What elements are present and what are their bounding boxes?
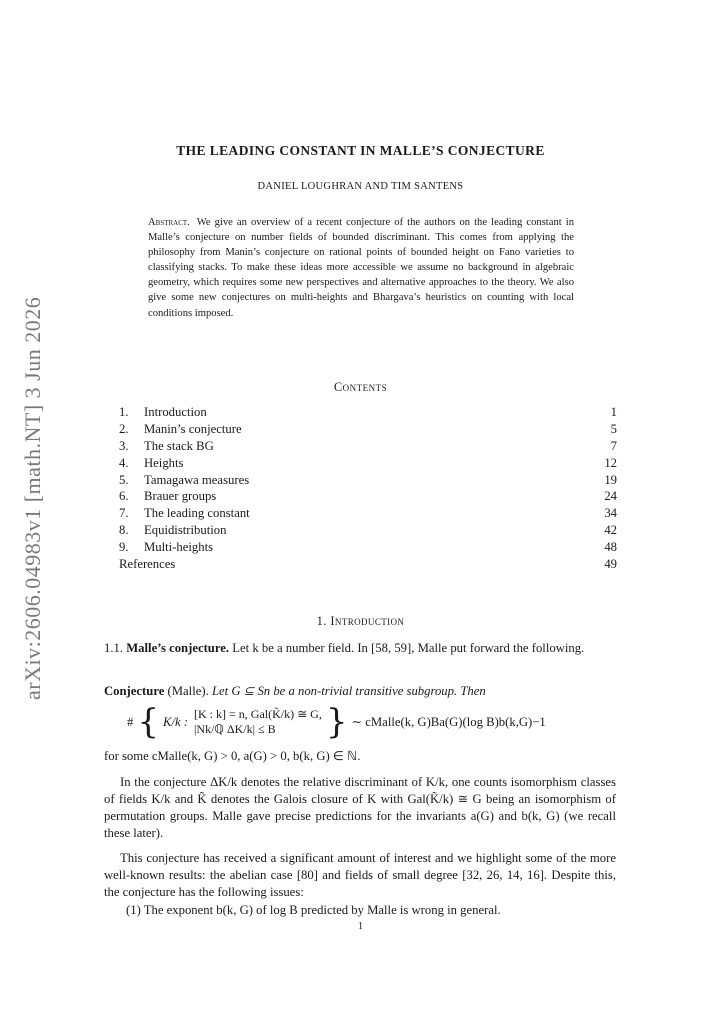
formula-count-symbol: # (127, 714, 134, 729)
toc-page: 34 (604, 506, 617, 521)
toc-entry[interactable] (119, 523, 617, 540)
toc-title: Multi-heights (144, 540, 214, 555)
toc-page: 12 (604, 455, 617, 470)
conjecture-attribution: (Malle). (167, 684, 209, 698)
toc-number: 4. (119, 455, 129, 470)
abstract-text: We give an overview of a recent conjecture of the authors on the leading constant in Malle’s conjecture on number fields of bounded discriminant. This comes from applying the philosophy from Manin’s conjecture on rational points of bounded height on Fano varieties to classifying stacks. To make these ideas more accessible we assume no background in algebraic geometry, which requires some new perspectives and alternative approaches to the theory. We also give some new conjectures on multi-heights and Bhargava’s heuristics on counting with local conditions imposed. (148, 217, 574, 319)
subsection-number: 1.1. (104, 641, 124, 655)
toc-entry[interactable] (119, 557, 617, 574)
toc-entry[interactable] (119, 405, 617, 422)
toc-number: 6. (119, 489, 129, 504)
toc-title: Tamagawa measures (144, 472, 250, 487)
toc-page: 48 (604, 540, 617, 555)
formula-constants-text: for some cMalle(k, G) > 0, a(G) > 0, b(k, G) ∈ ℕ. (104, 749, 361, 763)
malle-formula (127, 702, 546, 742)
toc-number: 5. (119, 472, 129, 487)
toc-entry[interactable] (119, 422, 617, 439)
toc-title: Heights (144, 455, 184, 470)
arxiv-identifier: arXiv:2606.04983v1 [math.NT] 3 Jun 2026 (20, 296, 45, 700)
subsection-title: Malle’s conjecture. (126, 641, 230, 655)
conjecture-statement (104, 683, 616, 700)
toc-title: Brauer groups (144, 489, 217, 504)
paragraph: This conjecture has received a significant amount of interest and we highlight some of the more well-known results: the abelian case [80] and fields of small degree [32, 26, 14, 16]. Despite this, the conjecture has the following issues: (104, 851, 616, 899)
toc-number: 8. (119, 523, 129, 538)
toc-entry[interactable] (119, 439, 617, 456)
toc-entry[interactable] (119, 540, 617, 557)
paper-title: THE LEADING CONSTANT IN MALLE’S CONJECTURE (176, 143, 545, 158)
formula-condition: |Nk/ℚ ΔK/k| ≤ B (194, 722, 276, 736)
subsection-paragraph (104, 640, 616, 657)
paper-authors: DANIEL LOUGHRAN AND TIM SANTENS (257, 181, 464, 192)
toc-entry[interactable] (119, 456, 617, 473)
toc-entry[interactable] (119, 489, 617, 506)
left-brace: { (137, 702, 159, 742)
formula-asymptotic: ∼ cMalle(k, G)Ba(G)(log B)b(k,G)−1 (351, 715, 546, 729)
toc-title: References (119, 557, 176, 572)
toc-page: 5 (610, 421, 617, 436)
list-item: (1) The exponent b(k, G) of log B predicted by Malle is wrong in general. (126, 903, 501, 917)
toc-page: 24 (604, 489, 617, 504)
toc-page: 49 (604, 557, 617, 572)
toc-page: 42 (604, 523, 617, 538)
subsection-text: Let k be a number field. In [58, 59], Malle put forward the following. (232, 641, 585, 655)
toc-title: Introduction (144, 405, 207, 419)
toc-page: 1 (610, 405, 617, 419)
right-brace: } (325, 702, 348, 742)
conjecture-label: Conjecture (104, 684, 165, 698)
abstract (148, 215, 574, 321)
contents-heading: Contents (333, 380, 388, 394)
toc-page: 7 (610, 438, 617, 453)
abstract-label: Abstract. (148, 217, 190, 228)
toc-number: 3. (119, 438, 129, 453)
toc-title: Equidistribution (144, 523, 227, 538)
toc-title: The stack BG (144, 438, 214, 453)
toc-page: 19 (604, 472, 617, 487)
formula-set-variable: K/k : (162, 714, 189, 729)
conjecture-text: Let G ⊆ Sn be a non-trivial transitive subgroup. Then (211, 684, 486, 698)
page-number: 1 (358, 921, 363, 932)
toc-title: The leading constant (144, 506, 250, 521)
toc-number: 1. (119, 405, 129, 419)
toc-entry[interactable] (119, 473, 617, 490)
toc-number: 7. (119, 506, 129, 521)
toc-number: 9. (119, 540, 129, 555)
formula-condition: [K : k] = n, Gal(K̃/k) ≅ G, (194, 707, 322, 721)
section-heading: 1. Introduction (316, 614, 405, 628)
toc-title: Manin’s conjecture (144, 421, 242, 436)
formula-conditions (194, 707, 322, 737)
toc-number: 2. (119, 421, 129, 436)
table-of-contents (119, 405, 617, 574)
paragraph: In the conjecture ΔK/k denotes the relative discriminant of K/k, one counts isomorphism classes of fields K/k and K̃ denotes the Galois closure of K with Gal(K̃/k) ≅ G being an isomorphism of permutation groups. Malle gave precise predictions for the invariants a(G) and b(k, G) (we recall these later). (104, 775, 616, 840)
toc-entry[interactable] (119, 506, 617, 523)
